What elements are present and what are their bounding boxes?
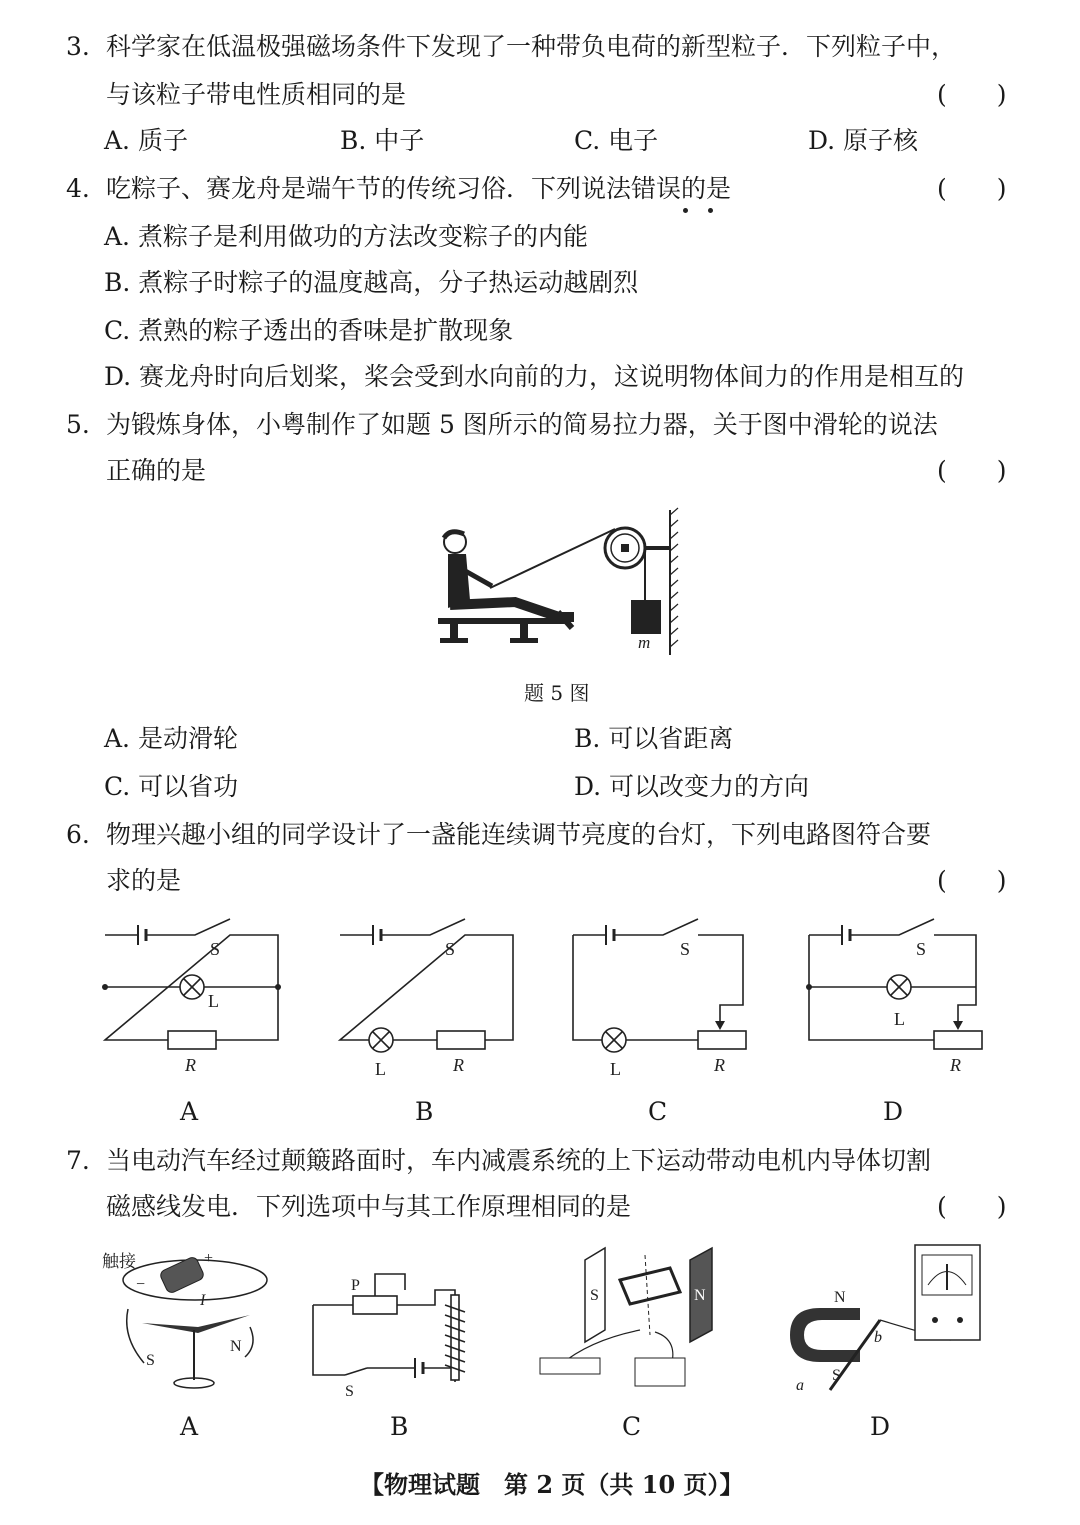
emphasis-dot	[708, 208, 713, 213]
svg-text:S: S	[445, 939, 456, 959]
svg-text:L: L	[375, 1059, 386, 1079]
q7-answer-bracket: ( )	[937, 1192, 1007, 1221]
q3-option-b: B. 中子	[340, 126, 425, 155]
q3-answer-bracket: ( )	[937, 80, 1007, 109]
q7-figure-a-label: A	[180, 1412, 199, 1441]
q7-stem-line1: 当电动汽车经过颠簸路面时，车内减震系统的上下运动带动电机内导体切割	[106, 1146, 932, 1175]
q3-stem-line1: 科学家在低温极强磁场条件下发现了一种带负电荷的新型粒子．下列粒子中，	[106, 32, 957, 61]
q4-answer-bracket: ( )	[937, 174, 1007, 203]
svg-text:P: P	[351, 1277, 360, 1294]
q4-option-d: D. 赛龙舟时向后划桨，桨会受到水向前的力，这说明物体间力的作用是相互的	[104, 362, 965, 391]
svg-text:R: R	[950, 1055, 961, 1075]
circuit-a-label: A	[180, 1097, 199, 1126]
q6-number: 6.	[66, 820, 90, 849]
q5-stem-line1: 为锻炼身体，小粤制作了如题 5 图所示的简易拉力器，关于图中滑轮的说法	[106, 410, 938, 439]
mass-block	[631, 600, 661, 634]
svg-text:−: −	[136, 1276, 146, 1293]
q3-stem-line2: 与该粒子带电性质相同的是	[106, 80, 407, 109]
q4-option-c: C. 煮熟的粽子透出的香味是扩散现象	[104, 316, 514, 345]
svg-text:L: L	[610, 1059, 621, 1079]
q3-option-d: D. 原子核	[808, 126, 919, 155]
svg-text:S: S	[146, 1352, 155, 1369]
svg-text:N: N	[694, 1287, 706, 1304]
svg-text:S: S	[210, 939, 221, 959]
q3-option-c: C. 电子	[574, 126, 659, 155]
q7-figure-c	[530, 1240, 730, 1400]
q7-figure-a	[100, 1245, 280, 1395]
circuit-d-label: D	[883, 1097, 904, 1126]
q4-number: 4.	[66, 174, 90, 203]
circuit-c	[568, 915, 753, 1085]
q5-answer-bracket: ( )	[937, 456, 1007, 485]
svg-text:S: S	[345, 1383, 354, 1400]
q5-option-b: B. 可以省距离	[574, 724, 734, 753]
svg-text:L: L	[894, 1009, 905, 1029]
svg-text:m: m	[638, 633, 651, 652]
q6-stem-line2: 求的是	[106, 866, 182, 895]
q4-option-a: A. 煮粽子是利用做功的方法改变粽子的内能	[104, 222, 588, 251]
circuit-c-label: C	[648, 1097, 668, 1126]
svg-text:I: I	[200, 1292, 206, 1309]
q3-option-a: A. 质子	[104, 126, 188, 155]
q3-number: 3.	[66, 32, 90, 61]
rope	[490, 529, 615, 588]
q5-number: 5.	[66, 410, 90, 439]
svg-text:b: b	[874, 1329, 882, 1346]
q5-figure-caption: 题 5 图	[524, 681, 590, 705]
svg-text:a: a	[796, 1377, 804, 1394]
mass-label-m	[636, 632, 656, 652]
svg-text:触接: 触接	[102, 1252, 136, 1271]
svg-text:S: S	[916, 939, 927, 959]
q7-figure-c-label: C	[622, 1412, 642, 1441]
q7-stem-line2: 磁感线发电．下列选项中与其工作原理相同的是	[106, 1192, 632, 1221]
svg-text:R: R	[714, 1055, 725, 1075]
q5-option-d: D. 可以改变力的方向	[574, 772, 810, 801]
page-footer: 【物理试题 第 2 页（共 10 页）】	[360, 1470, 744, 1499]
circuit-a	[100, 915, 285, 1085]
circuit-d	[804, 915, 989, 1085]
svg-text:R: R	[453, 1055, 464, 1075]
q6-stem-line1: 物理兴趣小组的同学设计了一盏能连续调节亮度的台灯，下列电路图符合要	[106, 820, 932, 849]
q6-answer-bracket: ( )	[937, 866, 1007, 895]
svg-text:S: S	[590, 1287, 599, 1304]
q7-figure-d-label: D	[870, 1412, 891, 1441]
q5-option-a: A. 是动滑轮	[104, 724, 238, 753]
svg-text:N: N	[834, 1289, 846, 1306]
q7-figure-b-label: B	[390, 1412, 409, 1441]
svg-text:R: R	[185, 1055, 196, 1075]
q5-option-c: C. 可以省功	[104, 772, 239, 801]
svg-text:L: L	[208, 991, 219, 1011]
circuit-b	[335, 915, 520, 1085]
svg-text:+: +	[204, 1250, 214, 1267]
q7-figure-d	[770, 1240, 990, 1400]
emphasis-dot	[683, 208, 688, 213]
q4-stem-line1: 吃粽子、赛龙舟是端午节的传统习俗．下列说法错误的是	[106, 174, 732, 203]
q7-number: 7.	[66, 1146, 90, 1175]
circuit-b-label: B	[415, 1097, 434, 1126]
q7-figure-b	[305, 1260, 485, 1400]
svg-text:N: N	[230, 1338, 242, 1355]
q5-stem-line2: 正确的是	[106, 456, 207, 485]
svg-text:S: S	[832, 1367, 841, 1384]
q4-option-b: B. 煮粽子时粽子的温度越高，分子热运动越剧烈	[104, 268, 639, 297]
svg-text:S: S	[680, 939, 691, 959]
